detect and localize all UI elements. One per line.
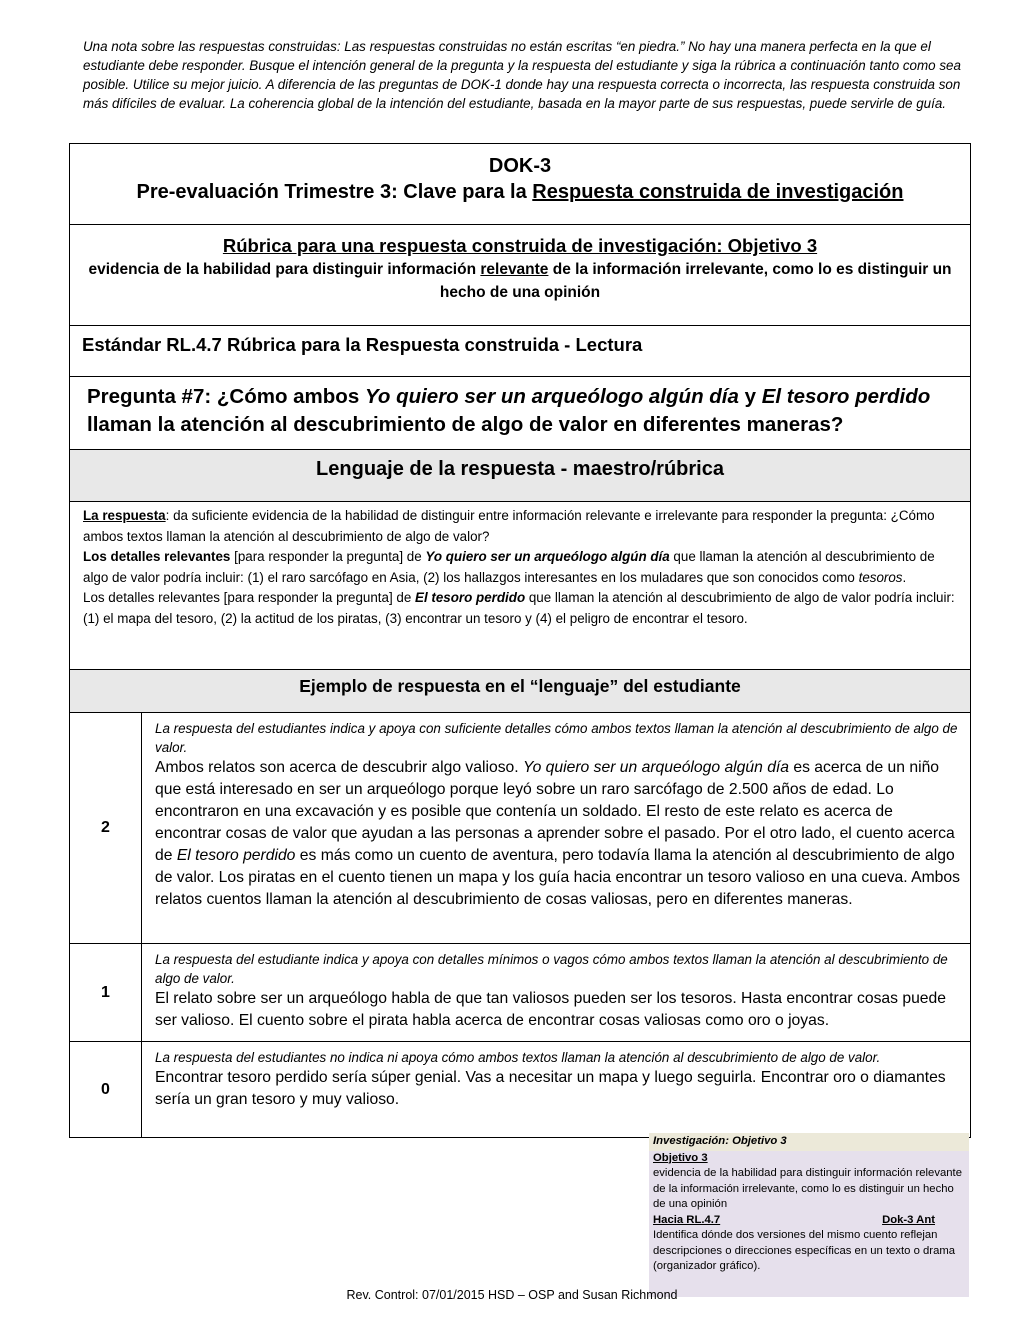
- sidebox-objective-text: evidencia de la habilidad para distinguir información relevante de la información irrelevante, como lo es distinguir un hecho de una opinión: [653, 1167, 962, 1210]
- score-row: [70, 944, 971, 1042]
- rubric-subheading: evidencia de la habilidad para distinguir información relevante de la información irrelevante, como lo es distinguir un hecho de una opinión: [88, 261, 952, 301]
- dok-label: DOK-3: [488, 155, 552, 177]
- constructed-response-note: Una nota sobre las respuestas construidas: Las respuestas construidas no están escritas “en piedra.” No hay una manera perfecta en la que el estudiante debe responder. Busque el intención general de la pregunta y la respuesta del estudiante y siga la rúbrica a continuación tanto como sea posible. Utilice su mejor juicio. A diferencia de las preguntas de DOK-1 donde hay una respuesta correcta o incorrecta, las respuesta construida son más difíciles de evaluar. La coherencia global de la intención del estudiante, basada en la mayor parte de sus respuestas, puede servirle de guía.: [83, 39, 961, 111]
- sample-answer: Encontrar tesoro perdido sería súper genial. Vas a necesitar un mapa y luego seguirla. Encontrar oro o diamantes sería un gran tesoro y muy valioso.: [155, 1069, 946, 1108]
- score-row: [70, 713, 971, 944]
- score-value: 0: [70, 1042, 142, 1138]
- response-paragraph-3: Los detalles relevantes [para responder la pregunta] de El tesoro perdido que llaman la atención al descubrimiento de algo de valor podría incluir: (1) el mapa del tesoro, (2) la actitud de los piratas, (3) encontrar un tesoro y (4) el peligro de encontrar el tesoro.: [83, 590, 955, 626]
- standard-heading: Estándar RL.4.7 Rúbrica para la Respuesta construida - Lectura: [70, 326, 971, 377]
- score-criteria: La respuesta del estudiante indica y apoya con detalles mínimos o vagos cómo ambos textos llaman la atención al descubrimiento de algo de valor.: [155, 952, 948, 986]
- score-value: 1: [70, 944, 142, 1042]
- score-criteria: La respuesta del estudiantes no indica ni apoya cómo ambos textos llaman la atención al descubrimiento de algo de valor.: [155, 1050, 881, 1065]
- sidebox-body: [649, 1151, 969, 1275]
- score-content: [142, 1042, 971, 1138]
- score-row: [70, 1042, 971, 1138]
- document-title: [70, 144, 971, 225]
- footer-revision: Rev. Control: 07/01/2015 HSD – OSP and Susan Richmond: [346, 1288, 678, 1302]
- objective-sidebox: [649, 1133, 969, 1297]
- sidebox-dok-label: Dok-3 Ant: [882, 1213, 935, 1226]
- rubric-heading: Rúbrica para una respuesta construida de investigación: Objetivo 3: [222, 235, 818, 256]
- rubric-heading-cell: [70, 225, 971, 326]
- sidebox-standard-row: [653, 1213, 965, 1229]
- response-paragraph-1: La respuesta: da suficiente evidencia de la habilidad de distinguir entre información relevante e irrelevante para responder la pregunta: ¿Cómo ambos textos llaman la atención al descubrimiento de algo de valor?: [83, 508, 935, 544]
- score-value: 2: [70, 713, 142, 944]
- sidebox-hacia-label: Hacia RL.4.7: [653, 1213, 721, 1226]
- sample-answer: Ambos relatos son acerca de descubrir algo valioso. Yo quiero ser un arqueólogo algún día es acerca de un niño que está interesado en ser un arqueólogo porque leyó sobre un raro sarcófago de 2.500 años de edad. Lo encontraron en una excavación y es posible que contenía un soldado. El resto de este relato es acerca de encontrar cosas de valor que ayudan a las personas a aprender sobre el pasado. Por el otro lado, el cuento acerca de El tesoro perdido es más como un cuento de aventura, pero todavía llama la atención al descubrimiento de algo de valor. Los piratas en el cuento tienen un mapa y los guía hacia encontrar un tesoro valioso en una cueva. Ambos relatos cuentos llaman la atención al descubrimiento de cosas valiosas, pero en diferentes maneras.: [155, 759, 960, 908]
- sidebox-header: Investigación: Objetivo 3: [649, 1133, 969, 1151]
- example-heading: Ejemplo de respuesta en el “lenguaje” del estudiante: [70, 670, 971, 713]
- score-content: [142, 944, 971, 1042]
- question-text: Pregunta #7: ¿Cómo ambos Yo quiero ser un arqueólogo algún día y El tesoro perdido llaman la atención al descubrimiento de algo de valor en diferentes maneras?: [70, 377, 971, 450]
- response-description: [70, 502, 971, 670]
- sidebox-hacia-text: Identifica dónde dos versiones del mismo cuento reflejan descripciones o direcciones específicas en un texto o drama (organizador gráfico).: [653, 1229, 956, 1272]
- language-heading: Lenguaje de la respuesta - maestro/rúbrica: [70, 450, 971, 502]
- title-line: Pre-evaluación Trimestre 3: Clave para la Respuesta construida de investigación: [136, 181, 904, 203]
- sample-answer: El relato sobre ser un arqueólogo habla de que tan valiosos pueden ser los tesoros. Hasta encontrar cosas puede ser valioso. El cuento sobre el pirata habla acerca de encontrar cosas valiosas como oro o joyas.: [155, 990, 946, 1029]
- response-paragraph-2: Los detalles relevantes [para responder la pregunta] de Yo quiero ser un arqueólogo algún día que llaman la atención al descubrimiento de algo de valor podría incluir: (1) el raro sarcófago en Asia, (2) los hallazgos interesantes en los muladares que son conocidos como tesoros.: [83, 549, 935, 585]
- rubric-table: [69, 143, 971, 1138]
- sidebox-objective-label: Objetivo 3: [653, 1151, 708, 1164]
- score-criteria: La respuesta del estudiantes indica y apoya con suficiente detalles cómo ambos textos llaman la atención al descubrimiento de algo de valor.: [155, 721, 958, 755]
- score-content: [142, 713, 971, 944]
